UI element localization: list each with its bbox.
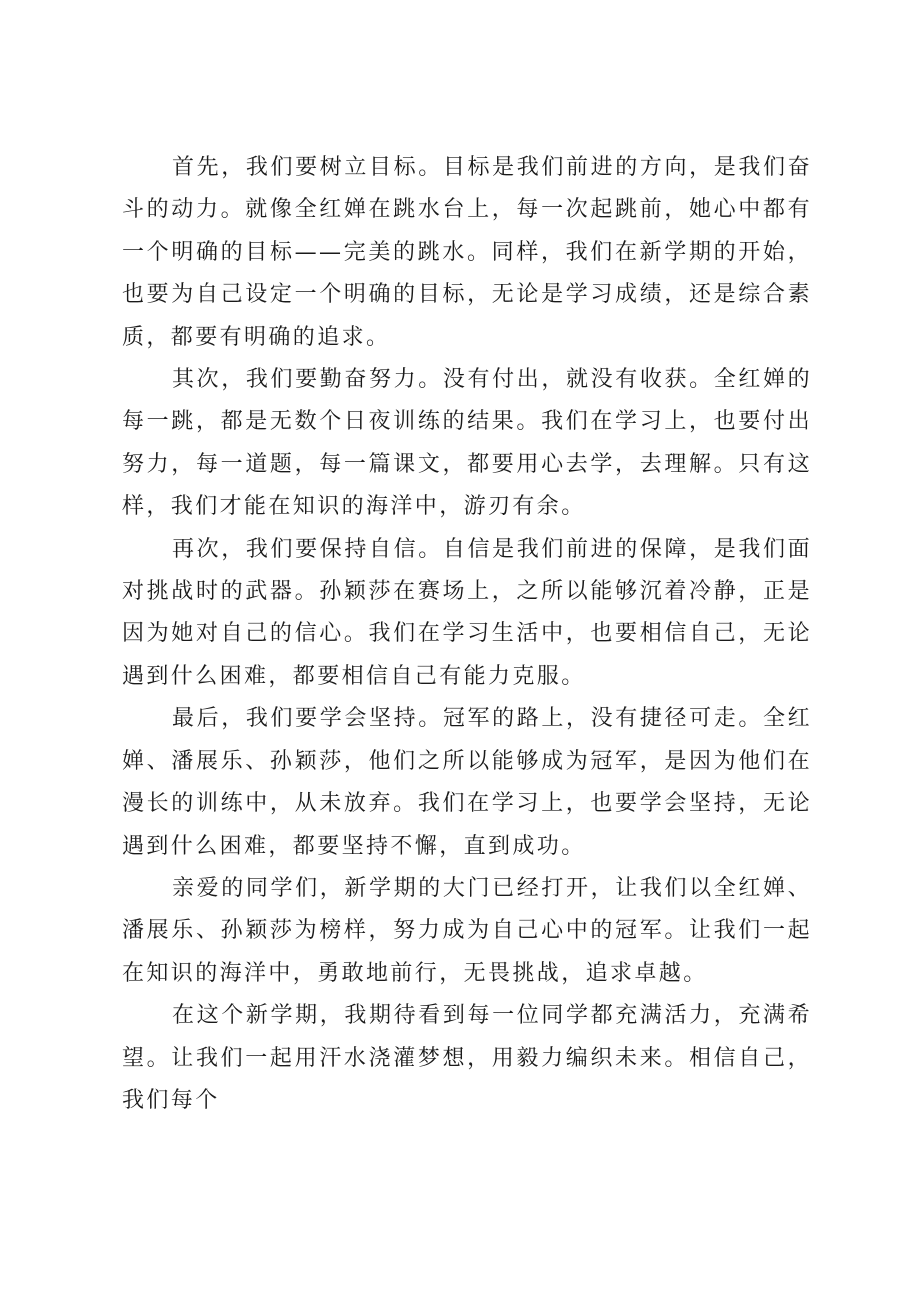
paragraph-goals: 首先，我们要树立目标。目标是我们前进的方向，是我们奋斗的动力。就像全红婵在跳水台上，每一次起跳前，她心中都有一个明确的目标——完美的跳水。同样，我们在新学期的开始，也要为自己设定一个明确的目标，无论是学习成绩，还是综合素质，都要有明确的追求。 bbox=[122, 155, 812, 350]
document-body bbox=[122, 147, 812, 1122]
paragraph-diligence: 其次，我们要勤奋努力。没有付出，就没有收获。全红婵的每一跳，都是无数个日夜训练的结果。我们在学习上，也要付出努力，每一道题，每一篇课文，都要用心去学，去理解。只有这样，我们才能在知识的海洋中，游刃有余。 bbox=[122, 367, 812, 520]
paragraph-persistence: 最后，我们要学会坚持。冠军的路上，没有捷径可走。全红婵、潘展乐、孙颖莎，他们之所以能够成为冠军，是因为他们在漫长的训练中，从未放弃。我们在学习上，也要学会坚持，无论遇到什么困难，都要坚持不懈，直到成功。 bbox=[122, 706, 812, 859]
paragraph-new-semester: 在这个新学期，我期待看到每一位同学都充满活力，充满希望。让我们一起用汗水浇灌梦想，用毅力编织未来。相信自己，我们每个 bbox=[122, 1003, 812, 1113]
paragraph-role-models: 亲爱的同学们，新学期的大门已经打开，让我们以全红婵、潘展乐、孙颖莎为榜样，努力成为自己心中的冠军。让我们一起在知识的海洋中，勇敢地前行，无畏挑战，追求卓越。 bbox=[122, 875, 812, 986]
paragraph-confidence: 再次，我们要保持自信。自信是我们前进的保障，是我们面对挑战时的武器。孙颖莎在赛场上，之所以能够沉着冷静，正是因为她对自己的信心。我们在学习生活中，也要相信自己，无论遇到什么困难，都要相信自己有能力克服。 bbox=[122, 536, 812, 689]
